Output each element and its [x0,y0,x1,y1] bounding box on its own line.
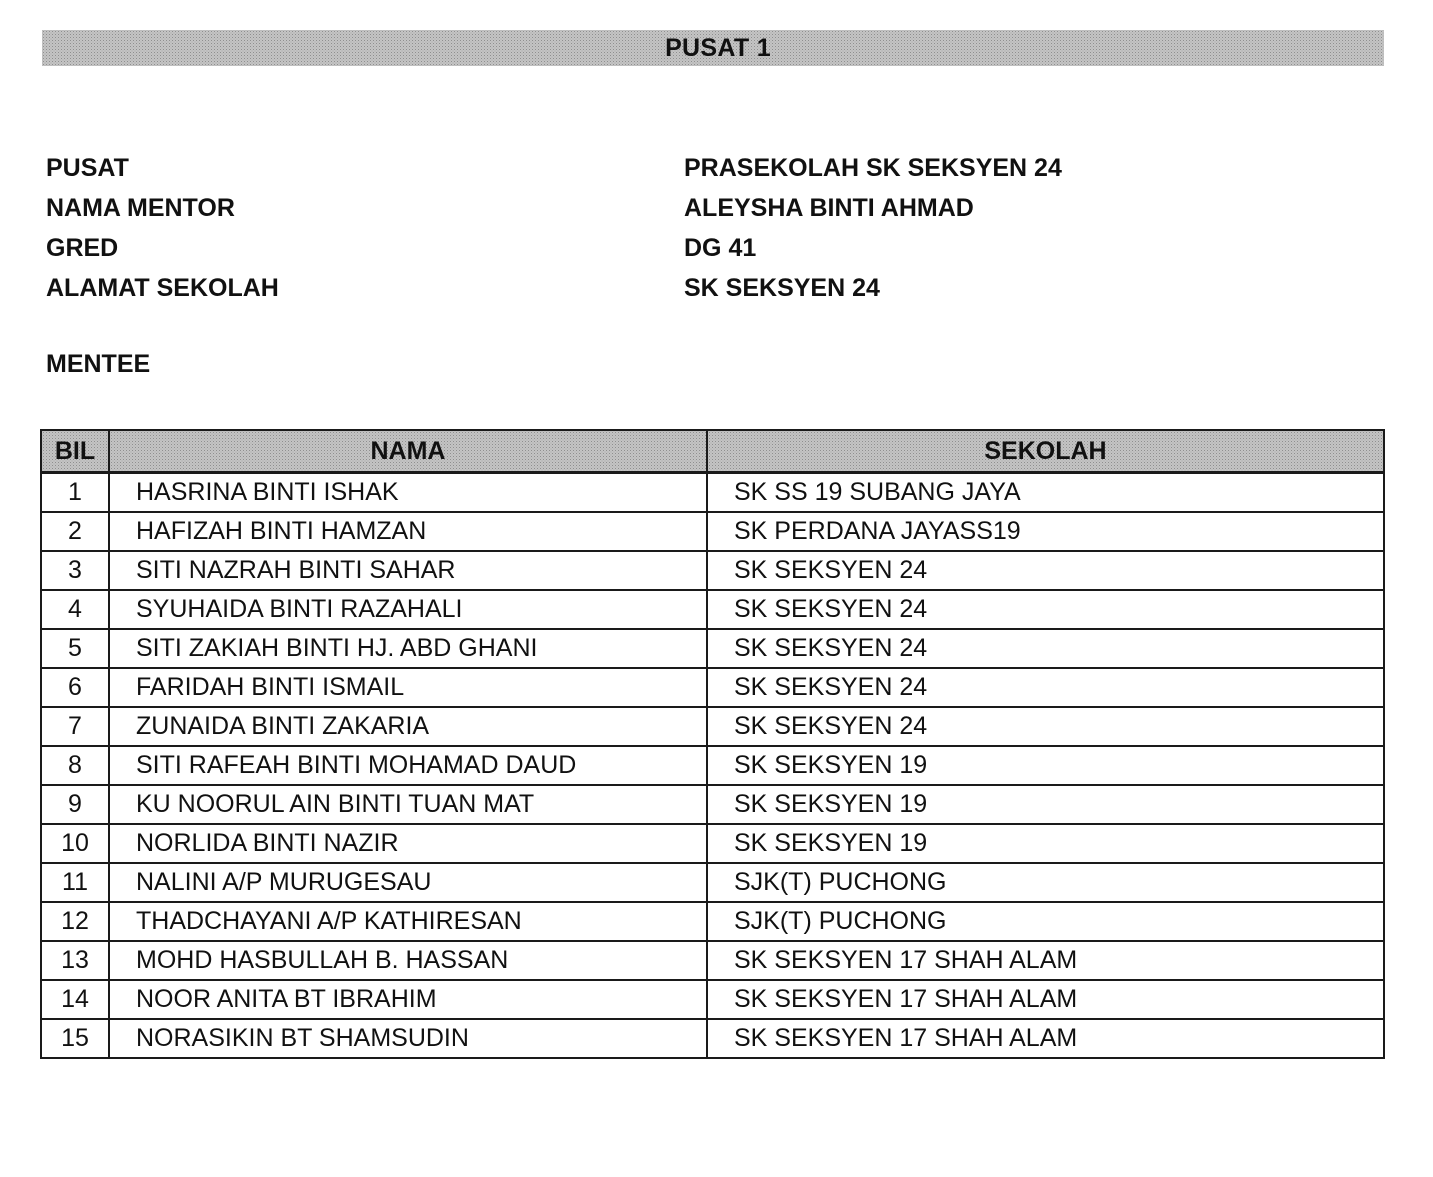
table-row [41,1019,1384,1058]
cell-bil: 3 [41,551,109,590]
cell-sekolah: SK SEKSYEN 17 SHAH ALAM [707,941,1384,980]
cell-sekolah: SK SEKSYEN 24 [707,551,1384,590]
cell-bil: 9 [41,785,109,824]
gred-label: GRED [46,234,119,262]
cell-bil: 14 [41,980,109,1019]
cell-bil: 6 [41,668,109,707]
table-header-row [41,430,1384,473]
cell-bil: 4 [41,590,109,629]
header-nama: NAMA [109,430,707,473]
cell-bil: 12 [41,902,109,941]
gred-value: DG 41 [684,234,757,262]
table-row [41,863,1384,902]
header-bil: BIL [41,430,109,473]
cell-bil: 2 [41,512,109,551]
cell-sekolah: SK SEKSYEN 24 [707,668,1384,707]
info-values [684,148,1062,308]
cell-bil: 11 [41,863,109,902]
cell-bil: 8 [41,746,109,785]
mentor-value: ALEYSHA BINTI AHMAD [684,194,974,222]
mentee-table [40,429,1385,1059]
table-row [41,980,1384,1019]
cell-nama: HASRINA BINTI ISHAK [109,473,707,513]
mentee-heading: MENTEE [46,350,151,378]
table-row [41,941,1384,980]
cell-sekolah: SK SEKSYEN 24 [707,629,1384,668]
cell-sekolah: SK SS 19 SUBANG JAYA [707,473,1384,513]
cell-bil: 15 [41,1019,109,1058]
cell-nama: FARIDAH BINTI ISMAIL [109,668,707,707]
header-sekolah: SEKOLAH [707,430,1384,473]
table-row [41,902,1384,941]
cell-bil: 13 [41,941,109,980]
mentor-label: NAMA MENTOR [46,194,235,222]
cell-bil: 1 [41,473,109,513]
alamat-label: ALAMAT SEKOLAH [46,274,279,302]
cell-nama: HAFIZAH BINTI HAMZAN [109,512,707,551]
cell-nama: NORASIKIN BT SHAMSUDIN [109,1019,707,1058]
info-labels [46,148,279,308]
cell-nama: SITI ZAKIAH BINTI HJ. ABD GHANI [109,629,707,668]
table-row [41,590,1384,629]
alamat-value: SK SEKSYEN 24 [684,274,880,302]
cell-sekolah: SK SEKSYEN 24 [707,707,1384,746]
table-row [41,824,1384,863]
title-bar [42,30,1384,66]
page-title: PUSAT 1 [665,33,771,62]
cell-bil: 7 [41,707,109,746]
cell-nama: NORLIDA BINTI NAZIR [109,824,707,863]
cell-nama: KU NOORUL AIN BINTI TUAN MAT [109,785,707,824]
cell-nama: NALINI A/P MURUGESAU [109,863,707,902]
cell-nama: SITI NAZRAH BINTI SAHAR [109,551,707,590]
cell-sekolah: SK SEKSYEN 19 [707,746,1384,785]
table-row [41,512,1384,551]
table-row [41,629,1384,668]
cell-bil: 10 [41,824,109,863]
pusat-value: PRASEKOLAH SK SEKSYEN 24 [684,154,1062,182]
cell-sekolah: SK PERDANA JAYASS19 [707,512,1384,551]
cell-nama: ZUNAIDA BINTI ZAKARIA [109,707,707,746]
mentee-table-body [41,473,1384,1059]
cell-sekolah: SJK(T) PUCHONG [707,863,1384,902]
cell-sekolah: SK SEKSYEN 24 [707,590,1384,629]
table-row [41,668,1384,707]
cell-sekolah: SK SEKSYEN 17 SHAH ALAM [707,1019,1384,1058]
cell-sekolah: SJK(T) PUCHONG [707,902,1384,941]
cell-nama: MOHD HASBULLAH B. HASSAN [109,941,707,980]
table-row [41,473,1384,513]
table-row [41,551,1384,590]
cell-nama: SYUHAIDA BINTI RAZAHALI [109,590,707,629]
cell-sekolah: SK SEKSYEN 19 [707,785,1384,824]
cell-sekolah: SK SEKSYEN 19 [707,824,1384,863]
cell-nama: NOOR ANITA BT IBRAHIM [109,980,707,1019]
cell-nama: SITI RAFEAH BINTI MOHAMAD DAUD [109,746,707,785]
table-row [41,746,1384,785]
table-row [41,785,1384,824]
cell-nama: THADCHAYANI A/P KATHIRESAN [109,902,707,941]
cell-sekolah: SK SEKSYEN 17 SHAH ALAM [707,980,1384,1019]
pusat-label: PUSAT [46,154,129,182]
cell-bil: 5 [41,629,109,668]
table-row [41,707,1384,746]
